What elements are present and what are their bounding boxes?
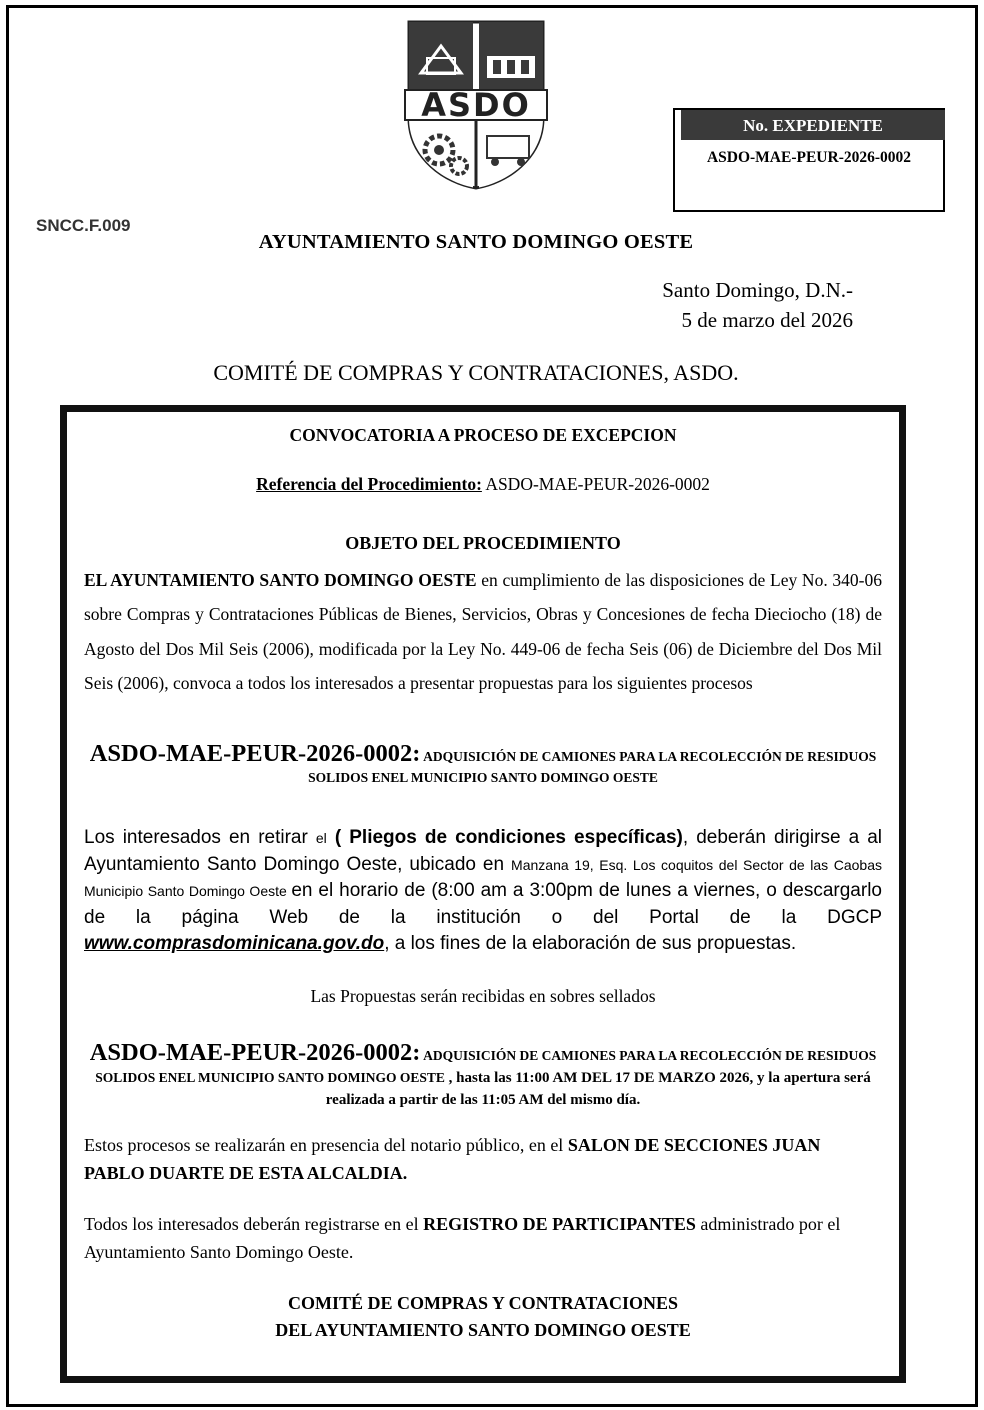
expediente-value: ASDO-MAE-PEUR-2026-0002 (706, 149, 912, 166)
signature-block (74, 1290, 892, 1344)
reference-line (74, 474, 892, 495)
retiro-text-3: , deberán dirigirse a al Ayuntamiento Santo Domingo Oeste, ubicado en (84, 827, 883, 875)
process-1 (84, 740, 882, 788)
retiro-address: Manzana 19, Esq. Los coquitos del Sector de las Caobas Municipio Santo Domingo Oeste (84, 856, 882, 899)
notice-title: CONVOCATORIA A PROCESO DE EXCEPCION (289, 425, 677, 445)
logo-text: ASDO (421, 86, 531, 124)
process-2-deadline: , hasta las 11:00 AM DEL 17 DE MARZO 2026, y la apertura será realizada a partir de las 11:05 AM del mismo día. (325, 1070, 871, 1108)
notario-paragraph (84, 1131, 882, 1187)
process-1-desc: ADQUISICIÓN DE CAMIONES PARA LA RECOLECCIÓN DE RESIDUOS SOLIDOS ENEL MUNICIPIO SANTO DOMINGO OESTE (308, 749, 877, 785)
registro-bold: REGISTRO DE PARTICIPANTES (423, 1214, 696, 1234)
asdo-logo (387, 18, 565, 190)
reference-value: ASDO-MAE-PEUR-2026-0002 (481, 474, 710, 494)
retiro-paragraph (84, 825, 882, 958)
registro-text-1: Todos los interesados deberán registrarse en el (84, 1214, 424, 1234)
intro-paragraph (84, 563, 882, 700)
retiro-text-1: Los interesados en retirar (84, 827, 316, 848)
notice-body (74, 419, 892, 1369)
intro-bold: EL AYUNTAMIENTO SANTO DOMINGO OESTE (84, 570, 477, 590)
institution-title: AYUNTAMIENTO SANTO DOMINGO OESTE (258, 231, 694, 253)
expediente-box (673, 108, 945, 212)
recibidas-line: Las Propuestas serán recibidas en sobres sellados (310, 986, 656, 1006)
objeto-title: OBJETO DEL PROCEDIMIENTO (345, 533, 621, 553)
signature-line-1: COMITÉ DE COMPRAS Y CONTRATACIONES (287, 1293, 679, 1313)
process-2-desc: ADQUISICIÓN DE CAMIONES PARA LA RECOLECCIÓN DE RESIDUOS SOLIDOS ENEL MUNICIPIO SANTO DOMINGO OESTE (95, 1048, 877, 1085)
intro-text: en cumplimiento de las disposiciones de Ley No. 340-06 sobre Compras y Contrataciones Públicas de Bienes, Servicios, Obras y Concesiones de fecha Dieciocho (18) de Agosto del Dos Mil Seis (2006), modificada por la Ley No. 449-06 de fecha Seis (06) de Diciembre del Dos Mil Seis (2006), convoca a todos los interesados a presentar propuestas para los siguientes procesos (84, 570, 882, 693)
retiro-pliegos: ( Pliegos de condiciones específicas) (326, 827, 683, 848)
retiro-el: el (315, 830, 327, 846)
place: Santo Domingo, D.N.- (662, 278, 853, 302)
place-date (662, 275, 853, 335)
signature-line-2: DEL AYUNTAMIENTO SANTO DOMINGO OESTE (275, 1320, 691, 1340)
notario-text: Estos procesos se realizarán en presencia del notario público, en el (84, 1135, 568, 1155)
registro-text-2: administrado por el Ayuntamiento Santo Domingo Oeste. (84, 1214, 841, 1262)
reference-label: Referencia del Procedimiento: (256, 474, 482, 494)
date: 5 de marzo del 2026 (681, 308, 853, 332)
retiro-text-5: , a los fines de la elaboración de sus propuestas. (384, 933, 797, 954)
committee-heading: COMITÉ DE COMPRAS Y CONTRATACIONES, ASDO. (213, 360, 739, 385)
process-2 (84, 1039, 882, 1111)
notario-bold: SALON DE SECCIONES JUAN PABLO DUARTE DE ESTA ALCALDIA. (84, 1135, 821, 1183)
expediente-label: No. EXPEDIENTE (681, 110, 945, 140)
registro-paragraph (84, 1210, 882, 1266)
form-code: SNCC.F.009 (36, 216, 131, 235)
retiro-text-4: en el horario de (8:00 am a 3:00pm de lunes a viernes, o descargarlo de la página Web de la institución o del Portal de la DGCP (84, 880, 882, 928)
dgcp-link[interactable]: www.comprasdominicana.gov.do (84, 933, 385, 954)
process-2-code: ASDO-MAE-PEUR-2026-0002: (89, 1039, 421, 1066)
process-1-code: ASDO-MAE-PEUR-2026-0002: (89, 740, 421, 767)
